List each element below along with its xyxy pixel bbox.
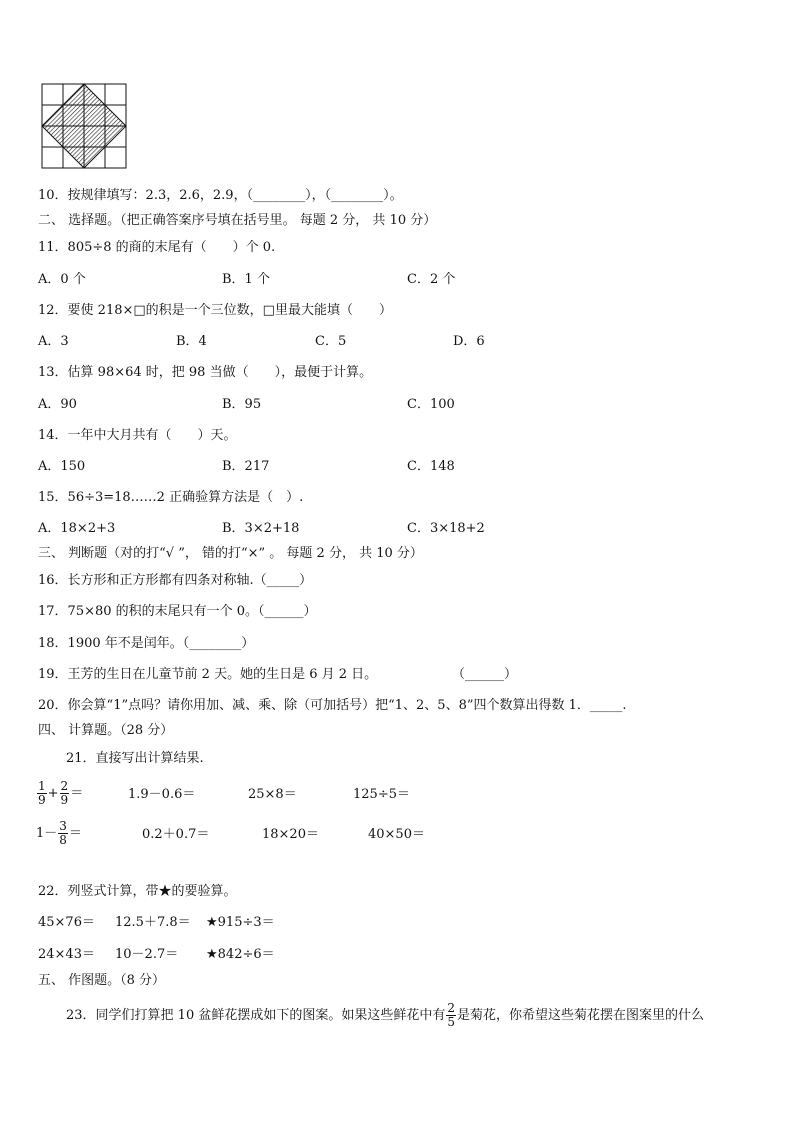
fraction (446, 1002, 456, 1029)
question-22: 22．列竖式计算，带★的要验算。 (38, 884, 237, 899)
q14-option-b: B．217 (222, 459, 270, 474)
q21-expr: 25×8＝ (248, 787, 297, 802)
question-16: 16．长方形和正方形都有四条对称轴.（_____） (38, 573, 313, 588)
question-18: 18．1900 年不是闰年。（________） (38, 636, 255, 651)
q13-option-a: A．90 (38, 397, 77, 412)
one-minus: 1－ (36, 826, 58, 841)
fraction (58, 820, 68, 847)
plus-sign: + (47, 786, 59, 801)
q11-option-a: A．0 个 (38, 272, 86, 287)
q21-expr: 40×50＝ (368, 827, 425, 842)
question-12: 12．要使 218×□的积是一个三位数，□里最大能填（ ） (38, 303, 392, 318)
equals-sign: ＝ (68, 826, 82, 841)
numerator: 3 (59, 819, 67, 833)
q22-expr: ★915÷3＝ (206, 915, 275, 930)
numerator: 2 (447, 1001, 455, 1015)
question-17: 17．75×80 的积的末尾只有一个 0。（______） (38, 604, 317, 619)
question-13: 13．估算 98×64 时，把 98 当做（ ），最便于计算。 (38, 365, 373, 380)
section-4-heading: 四、 计算题。（28 分） (38, 723, 174, 738)
q11-option-b: B．1 个 (222, 272, 270, 287)
q21-expr: 1.9－0.6＝ (128, 787, 196, 802)
question-10: 10．按规律填写：2.3，2.6，2.9，（________），（________）。 (38, 188, 403, 203)
q21-expr: 18×20＝ (262, 827, 319, 842)
q23-text-start: 23．同学们打算把 10 盆鲜花摆成如下的图案。如果这些鲜花中有 (66, 1008, 446, 1023)
q13-option-c: C．100 (407, 397, 455, 412)
q21-expr: 0.2＋0.7＝ (142, 827, 210, 842)
equals-sign: ＝ (70, 786, 84, 801)
q22-expr: 10－2.7＝ (115, 947, 179, 962)
q22-expr: 45×76＝ (38, 915, 95, 930)
q15-option-c: C．3×18+2 (407, 521, 485, 536)
q12-option-c: C．5 (315, 334, 347, 349)
q23-text-end: 是菊花，你希望这些菊花摆在图案里的什么 (457, 1008, 705, 1023)
q12-option-d: D．6 (453, 334, 485, 349)
numerator: 2 (60, 779, 69, 793)
q14-option-c: C．148 (407, 459, 455, 474)
question-23 (66, 1002, 704, 1029)
denominator: 9 (60, 793, 69, 807)
fraction (60, 780, 70, 807)
question-21: 21．直接写出计算结果. (66, 751, 204, 766)
section-5-heading: 五、 作图题。（8 分） (38, 973, 166, 988)
q14-option-a: A．150 (38, 459, 86, 474)
numerator: 1 (38, 779, 46, 793)
question-11: 11．805÷8 的商的末尾有（ ）个 0. (38, 240, 276, 255)
question-19: 19．王芳的生日在儿童节前 2 天。她的生日是 6 月 2 日。 (38, 667, 378, 682)
fraction (37, 780, 47, 807)
q12-option-b: B．4 (176, 334, 207, 349)
section-3-heading: 三、 判断题（对的打“√ ”， 错的打“×” 。 每题 2 分， 共 10 分） (38, 546, 423, 561)
question-20: 20．你会算“1”点吗？请你用加、减、乘、除（可加括号）把“1、2、5、8”四个数算出得数 1．_____. (38, 698, 627, 713)
q22-expr: ★842÷6＝ (206, 947, 275, 962)
q21-expr-one-minus-fraction (36, 820, 82, 847)
question-14: 14．一年中大月共有（ ）天。 (38, 428, 237, 443)
question-15: 15．56÷3=18……2 正确验算方法是（ ）. (38, 490, 304, 505)
q21-expr-fraction-sum (36, 780, 83, 807)
q15-option-a: A．18×2+3 (38, 521, 116, 536)
question-19-blank: （______） (452, 667, 518, 682)
section-2-heading: 二、 选择题。（把正确答案序号填在括号里。 每题 2 分， 共 10 分） (38, 213, 437, 228)
grid-diamond-figure (40, 82, 130, 172)
q22-expr: 24×43＝ (38, 947, 95, 962)
q22-expr: 12.5＋7.8＝ (115, 915, 191, 930)
denominator: 8 (59, 833, 67, 847)
q11-option-c: C．2 个 (407, 272, 456, 287)
q21-expr: 125÷5＝ (353, 787, 410, 802)
q13-option-b: B．95 (222, 397, 262, 412)
denominator: 5 (447, 1015, 455, 1029)
q12-option-a: A．3 (38, 334, 69, 349)
denominator: 9 (38, 793, 46, 807)
q15-option-b: B．3×2+18 (222, 521, 300, 536)
